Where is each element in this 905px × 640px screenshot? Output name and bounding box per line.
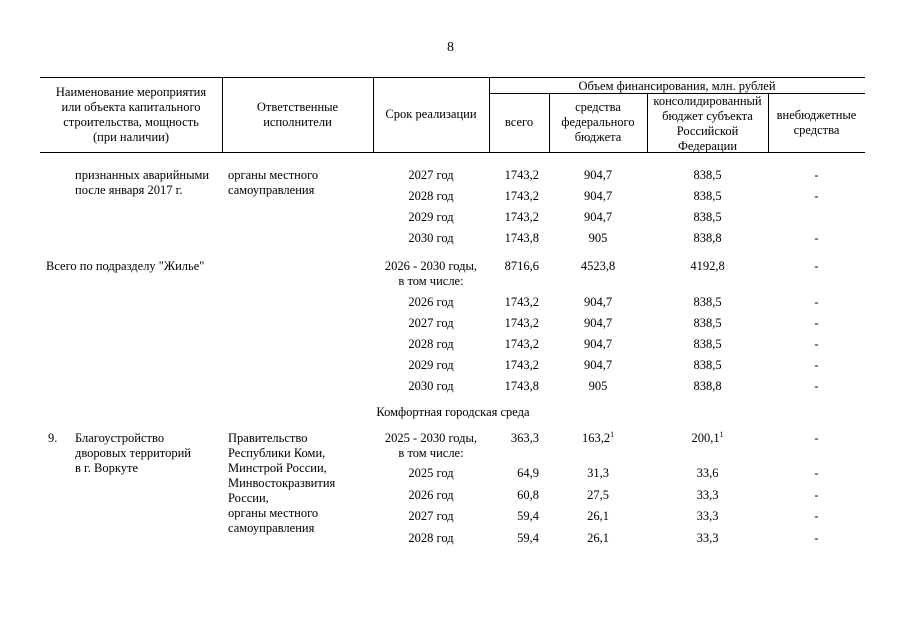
header-total: всего	[504, 115, 534, 129]
block3-summary-federal-value: 163,2	[581, 431, 611, 445]
block2-period-line2: в том числе:	[398, 274, 464, 288]
block2-period-line1: 2026 - 2030 годы,	[384, 259, 478, 273]
row-federal: 904,7	[583, 168, 613, 182]
row-consolidated: 838,8	[693, 231, 722, 245]
row-period: 2029 год	[408, 358, 454, 372]
page-number: 8	[447, 40, 454, 55]
row-federal: 31,3	[587, 466, 609, 480]
row-federal: 904,7	[583, 337, 613, 351]
block2-summary-extra: -	[814, 259, 819, 273]
block2-summary-total: 8716,6	[504, 259, 539, 273]
table-top-rule	[40, 77, 865, 78]
block3-period-summary	[373, 431, 489, 461]
block3-name: Благоустройство дворовых территорий в г. Воркуте	[75, 431, 191, 475]
row-federal: 26,1	[587, 530, 609, 545]
row-period: 2029 год	[408, 210, 454, 224]
row-federal: 26,1	[587, 509, 609, 523]
block3-number: 9.	[48, 431, 58, 445]
header-name: Наименование мероприятия или объекта капитального строительства, мощность (при наличии)	[55, 85, 207, 144]
row-period: 2027 год	[408, 509, 454, 523]
footnote-mark: 1	[719, 429, 724, 439]
block3-summary-consolidated	[647, 431, 768, 446]
header-extrabudget: внебюджетные средства	[776, 108, 857, 137]
header-executors: Ответственные исполнители	[256, 100, 339, 129]
row-total: 59,4	[517, 509, 539, 523]
block2-name: Всего по подразделу "Жилье"	[46, 259, 205, 273]
row-total: 1743,2	[504, 337, 539, 351]
block3-period-line2: в том числе:	[398, 446, 464, 460]
row-period: 2026 год	[408, 487, 454, 502]
row-consolidated: 33,3	[696, 530, 719, 545]
block2-summary-consolidated: 4192,8	[690, 259, 725, 273]
row-total: 1743,2	[504, 295, 539, 309]
row-extra: -	[814, 509, 819, 523]
row-consolidated: 838,5	[693, 337, 722, 351]
row-consolidated: 838,5	[693, 295, 722, 309]
row-total: 1743,8	[504, 379, 539, 393]
footnote-mark: 1	[610, 429, 615, 439]
row-total: 64,9	[517, 466, 539, 480]
row-consolidated: 33,6	[696, 466, 719, 480]
row-total: 1743,8	[504, 231, 539, 245]
row-total: 1743,2	[504, 168, 539, 182]
row-period: 2028 год	[408, 189, 454, 203]
row-total: 1743,2	[504, 316, 539, 330]
row-consolidated: 33,3	[696, 487, 719, 502]
row-extra: -	[814, 358, 819, 372]
row-consolidated: 838,5	[693, 210, 722, 224]
row-consolidated: 838,5	[693, 358, 722, 372]
section-title: Комфортная городская среда	[376, 405, 530, 419]
row-total: 1743,2	[504, 210, 539, 224]
block2-period-summary	[373, 259, 489, 289]
header-period: Срок реализации	[385, 107, 477, 121]
row-federal: 904,7	[583, 189, 613, 203]
row-consolidated: 838,5	[693, 168, 722, 182]
row-extra: -	[814, 316, 819, 330]
row-extra: -	[814, 189, 819, 203]
row-federal: 27,5	[587, 487, 609, 502]
row-period: 2027 год	[408, 316, 454, 330]
row-consolidated: 838,8	[693, 379, 722, 393]
row-total: 60,8	[517, 487, 539, 502]
block3-executor: Правительство Республики Коми, Минстрой России, Минвостокразвития России, органы местного самоуправления	[228, 431, 336, 535]
row-period: 2026 год	[408, 295, 454, 309]
block3-summary-total: 363,3	[510, 431, 539, 445]
row-period: 2025 год	[408, 466, 454, 480]
row-federal: 905	[588, 379, 608, 393]
row-total: 1743,2	[504, 358, 539, 372]
row-extra: -	[814, 337, 819, 351]
header-funding: Объем финансирования, млн. рублей	[578, 79, 776, 93]
row-federal: 905	[588, 231, 608, 245]
block2-summary-federal: 4523,8	[580, 259, 616, 273]
row-extra: -	[814, 379, 819, 393]
header-federal: средства федерального бюджета	[561, 100, 635, 144]
row-federal: 904,7	[583, 210, 613, 224]
row-extra: -	[814, 168, 819, 182]
row-period: 2027 год	[408, 168, 454, 182]
header-consolidated: консолидированный бюджет субъекта Российской Федерации	[653, 94, 762, 153]
block3-summary-consolidated-value: 200,1	[691, 431, 720, 445]
row-total: 59,4	[517, 530, 539, 545]
row-consolidated: 33,3	[696, 509, 719, 523]
row-period: 2028 год	[408, 530, 454, 545]
block3-period-line1: 2025 - 2030 годы,	[384, 431, 478, 445]
row-extra: -	[814, 530, 819, 545]
row-extra: -	[814, 231, 819, 245]
row-extra: -	[814, 487, 819, 502]
row-extra: -	[814, 466, 819, 480]
row-federal: 904,7	[583, 316, 613, 330]
row-federal: 904,7	[583, 295, 613, 309]
row-period: 2030 год	[408, 231, 454, 245]
block1-executor: органы местного самоуправления	[228, 168, 319, 197]
row-total: 1743,2	[504, 189, 539, 203]
row-consolidated: 838,5	[693, 189, 722, 203]
block3-summary-extra: -	[814, 431, 819, 445]
block1-name: признанных аварийными после января 2017 г.	[75, 168, 210, 197]
row-federal: 904,7	[583, 358, 613, 372]
row-extra: -	[814, 295, 819, 309]
row-period: 2028 год	[408, 337, 454, 351]
block3-summary-federal	[549, 431, 647, 446]
row-period: 2030 год	[408, 379, 454, 393]
row-consolidated: 838,5	[693, 316, 722, 330]
